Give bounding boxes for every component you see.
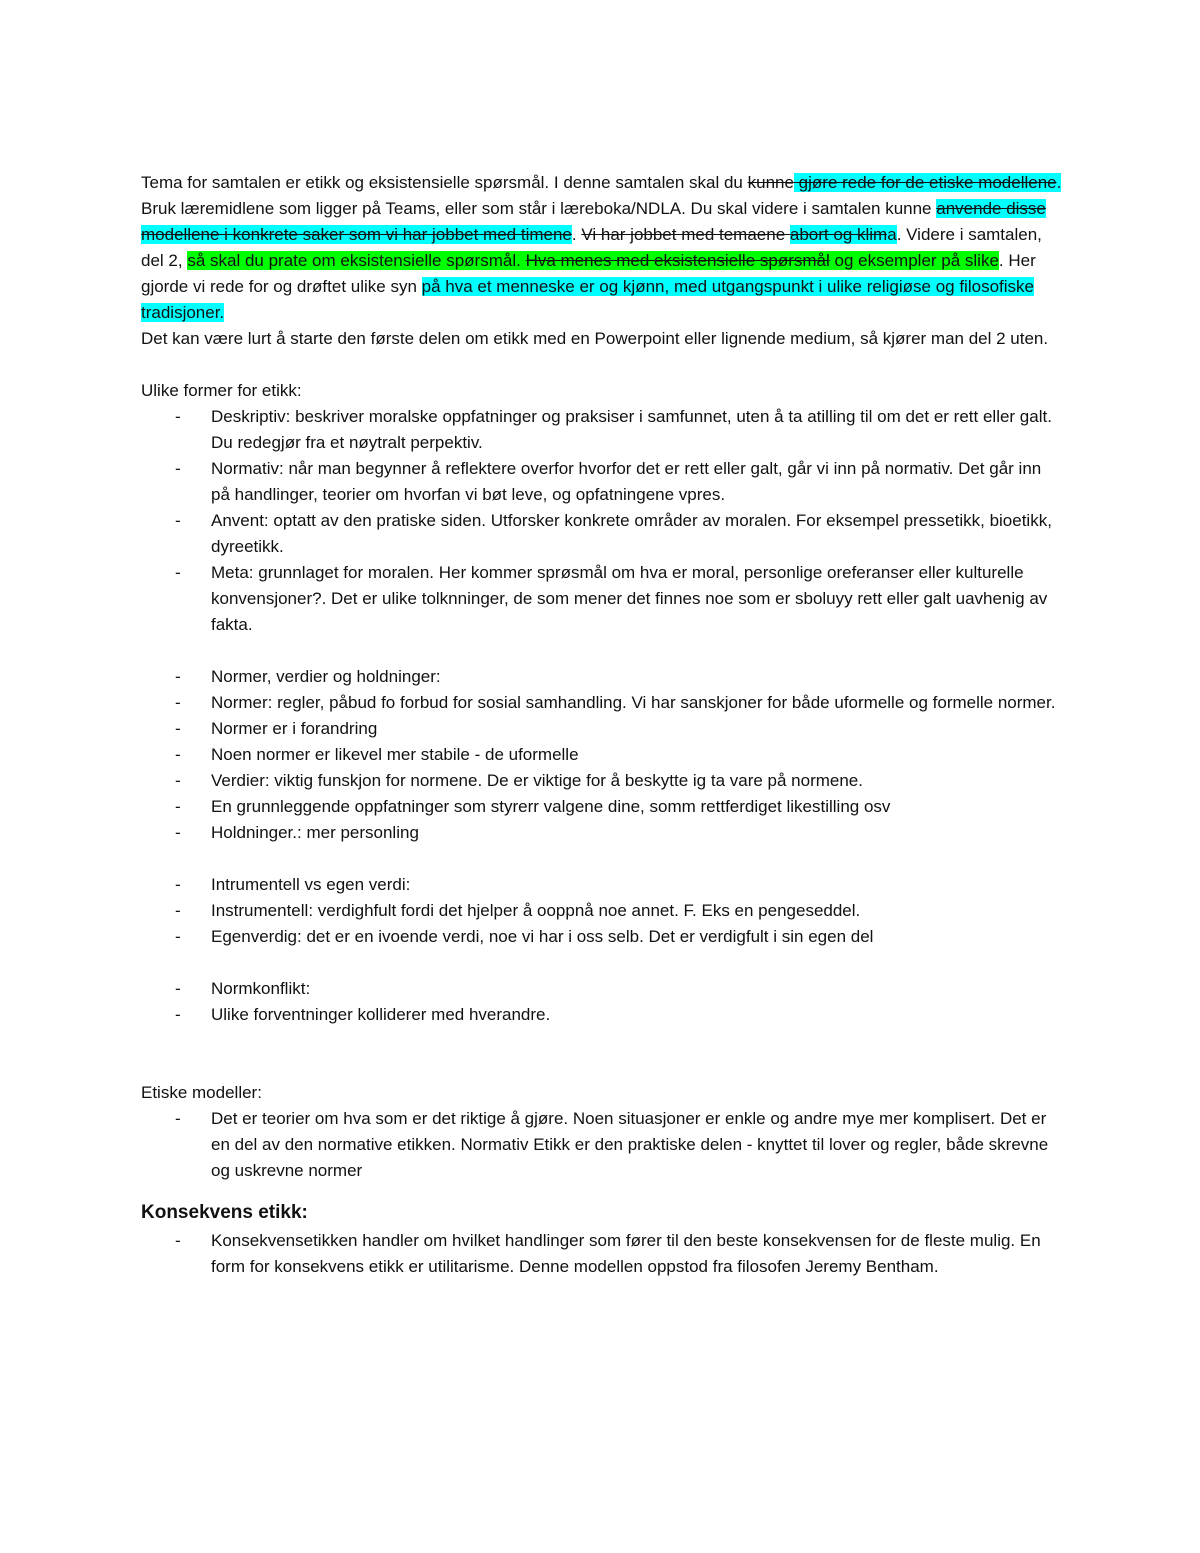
intro-segment: . <box>1056 173 1062 192</box>
intro-segment: . Her gjorde vi rede for og drøftet ulike syn <box>141 251 1036 296</box>
norms-list <box>141 664 1063 846</box>
values-list <box>141 872 1063 950</box>
intro-segment: Vi har jobbet med temaene <box>581 225 790 244</box>
intro-segment: . <box>571 225 582 244</box>
intro-paragraph-2: Det kan være lurt å starte den første delen om etikk med en Powerpoint eller lignende medium, så kjører man del 2 uten. <box>141 329 1049 348</box>
intro-segment: a <box>887 225 897 244</box>
list-item: - Instrumentell: verdighfult fordi det hjelper å ooppnå noe annet. F. Eks en pengeseddel. <box>141 898 1063 924</box>
conflict-list <box>141 976 1063 1028</box>
list-item: - Deskriptiv: beskriver moralske oppfatninger og praksiser i samfunnet, uten å ta atilling til om det er rett eller galt. Du redegjør fra et nøytralt perpektiv. <box>141 404 1063 456</box>
intro-segment: og eksempler på slike <box>829 251 999 270</box>
intro-segment: på hva et menneske er og kjønn, med utgangspunkt i ulike religiøse og filosofiske tradisjoner. <box>141 277 1034 322</box>
list-item: - Verdier: viktig funskjon for normene. De er viktige for å beskytte ig ta vare på normene. <box>141 768 1063 794</box>
consequence-list <box>141 1228 1063 1280</box>
forms-list <box>141 404 1063 638</box>
list-item: - Holdninger.: mer personling <box>141 820 1063 846</box>
intro-segment: abort og klim <box>789 225 888 244</box>
list-item: - Konsekvensetikken handler om hvilket handlinger som fører til den beste konsekvensen for de fleste mulig. En form for konsekvens etikk er utilitarisme. Denne modellen oppstod fra filosofen Jeremy Bentham. <box>141 1228 1063 1280</box>
list-item: - Det er teorier om hva som er det riktige å gjøre. Noen situasjoner er enkle og andre mye mer komplisert. Det er en del av den normative etikken. Normativ Etikk er den praktiske delen - knyttet til lover og regler, både skrevne og uskrevne normer <box>141 1106 1063 1184</box>
list-item: - Normer, verdier og holdninger: <box>141 664 1063 690</box>
list-item: - Noen normer er likevel mer stabile - de uformelle <box>141 742 1063 768</box>
document-page <box>141 170 1063 1280</box>
intro-segment: . Videre i samtalen, del 2, <box>141 225 1042 270</box>
list-item: - Normer er i forandring <box>141 716 1063 742</box>
list-item: - Intrumentell vs egen verdi: <box>141 872 1063 898</box>
models-heading: Etiske modeller: <box>141 1083 262 1102</box>
intro-segment: Tema for samtalen er etikk og eksistensielle spørsmål. I denne samtalen skal du <box>141 173 748 192</box>
intro-segment: gjøre rede for de etiske modellene <box>793 173 1057 192</box>
consequence-heading: Konsekvens etikk: <box>141 1202 308 1223</box>
list-item: - Normer: regler, påbud fo forbud for sosial samhandling. Vi har sanskjoner for både uformelle og formelle normer. <box>141 690 1063 716</box>
forms-heading: Ulike former for etikk: <box>141 381 302 400</box>
intro-segment: Hva menes med eksistensielle spørsmål <box>525 251 830 270</box>
list-item: - En grunnleggende oppfatninger som styrerr valgene dine, somm rettferdiget likestilling osv <box>141 794 1063 820</box>
list-item: - Normkonflikt: <box>141 976 1063 1002</box>
list-item: - Egenverdig: det er en ivoende verdi, noe vi har i oss selb. Det er verdigfult i sin egen del <box>141 924 1063 950</box>
intro-segment: kunne <box>747 173 794 192</box>
intro-segment: anvende disse modellene i konkrete saker som vi har jobbet med timene <box>141 199 1046 244</box>
intro-paragraph <box>141 170 1063 326</box>
intro-segment: så skal du prate om eksistensielle spørsmål. <box>187 251 526 270</box>
list-item: - Ulike forventninger kolliderer med hverandre. <box>141 1002 1063 1028</box>
intro-segment: Bruk læremidlene som ligger på Teams, eller som står i læreboka/NDLA. Du skal videre i samtalen kunne <box>141 199 937 218</box>
list-item: - Anvent: optatt av den pratiske siden. Utforsker konkrete områder av moralen. For eksempel pressetikk, bioetikk, dyreetikk. <box>141 508 1063 560</box>
list-item: - Normativ: når man begynner å reflektere overfor hvorfor det er rett eller galt, går vi inn på normativ. Det går inn på handlinger, teorier om hvorfan vi bøt leve, og opfatningene vpres. <box>141 456 1063 508</box>
models-list <box>141 1106 1063 1184</box>
list-item: - Meta: grunnlaget for moralen. Her kommer sprøsmål om hva er moral, personlige oreferanser eller kulturelle konvensjoner?. Det er ulike tolknninger, de som mener det finnes noe som er sboluyy rett eller galt uavhenig av fakta. <box>141 560 1063 638</box>
